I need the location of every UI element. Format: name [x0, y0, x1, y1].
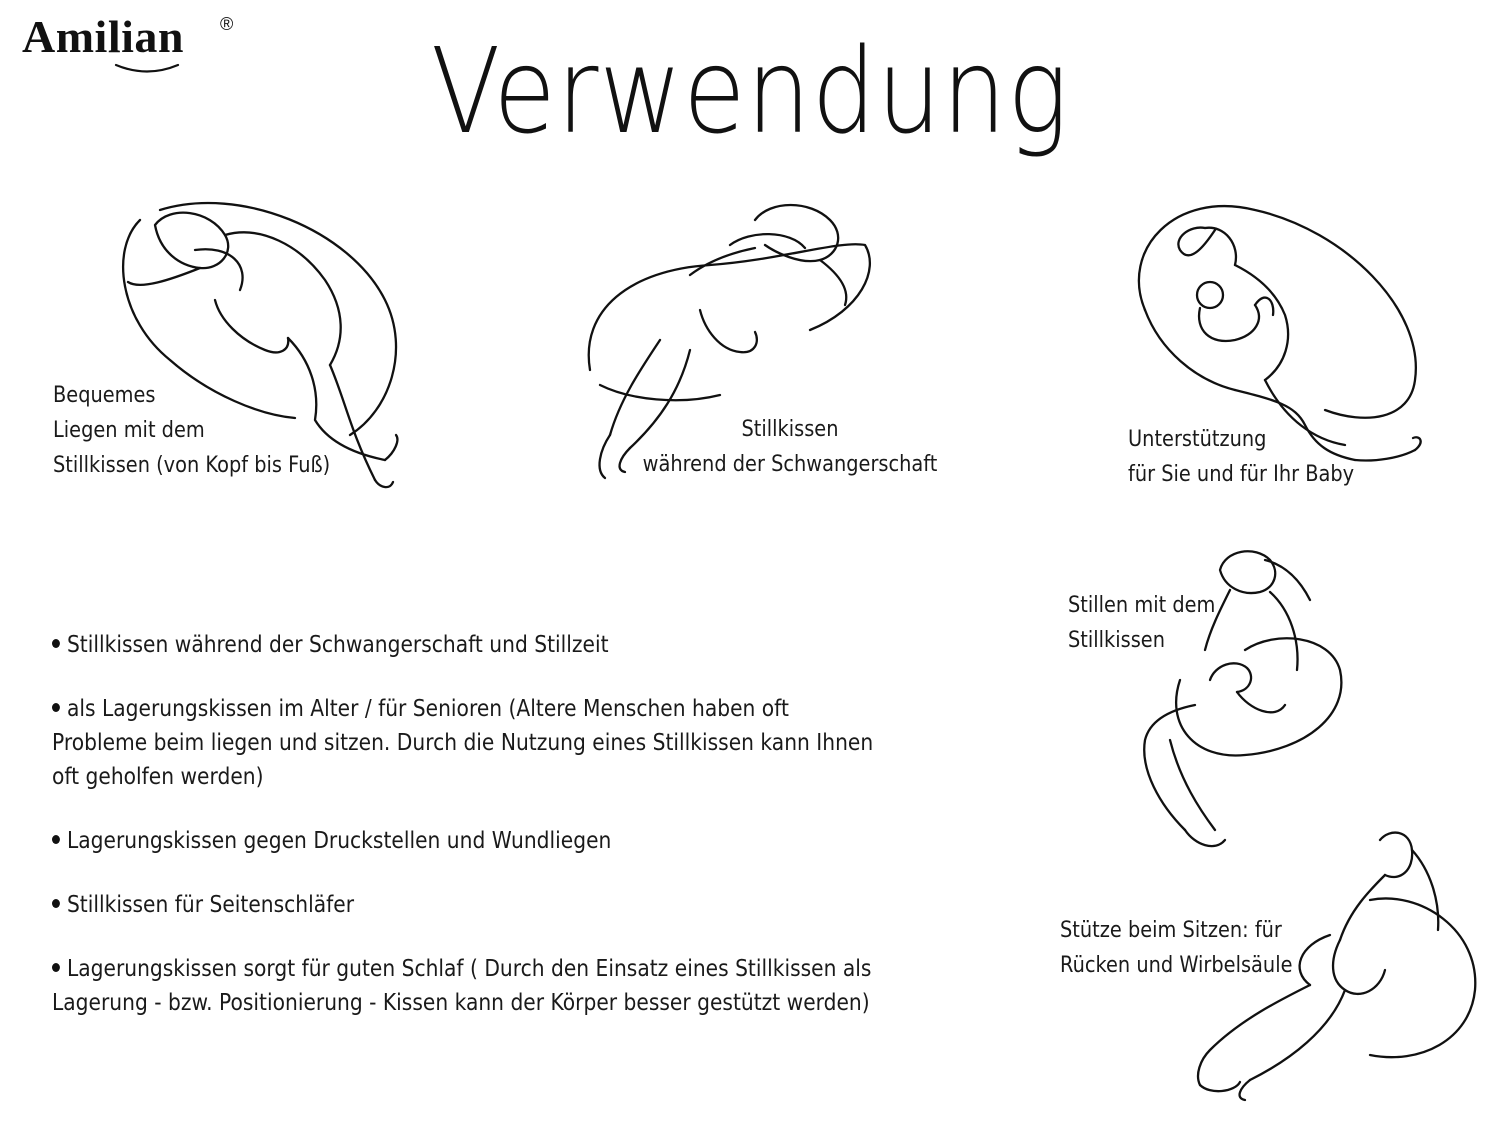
logo-wordmark: Amilian [22, 11, 184, 62]
bullet-icon [52, 835, 60, 844]
list-item: Stillkissen für Seitenschläfer [52, 888, 879, 922]
bullet-icon [52, 963, 60, 972]
list-item: als Lagerungskissen im Alter / für Senioren (Altere Menschen haben oft Probleme beim liegen und sitzen. Durch die Nutzung eines Stillkissen kann Ihnen oft geholfen werden) [52, 696, 874, 790]
list-item: Stillkissen während der Schwangerschaft und Stillzeit [52, 628, 879, 662]
bullet-icon [52, 703, 60, 712]
usage-bullet-list [52, 628, 879, 1050]
caption-nursing: Stillen mit dem Stillkissen [1068, 593, 1216, 653]
registered-mark: ® [220, 14, 234, 34]
caption-support: Unterstützung für Sie und für Ihr Baby [1128, 427, 1355, 487]
list-item: Lagerungskissen gegen Druckstellen und Wundliegen [52, 824, 879, 858]
bullet-icon [52, 899, 60, 908]
caption-lying: Bequemes Liegen mit dem Stillkissen (von Kopf bis Fuß) [53, 383, 331, 478]
list-item: Lagerungskissen sorgt für guten Schlaf ( Durch den Einsatz eines Stillkissen als Lagerung - bzw. Positionierung - Kissen kann der Körper besser gestützt werden) [52, 956, 872, 1016]
caption-pregnancy: Stillkissen während der Schwangerschaft [642, 417, 938, 477]
bullet-icon [52, 639, 60, 648]
page-title: Verwendung [430, 22, 1069, 160]
caption-sitting: Stütze beim Sitzen: für Rücken und Wirbelsäule [1060, 918, 1293, 978]
